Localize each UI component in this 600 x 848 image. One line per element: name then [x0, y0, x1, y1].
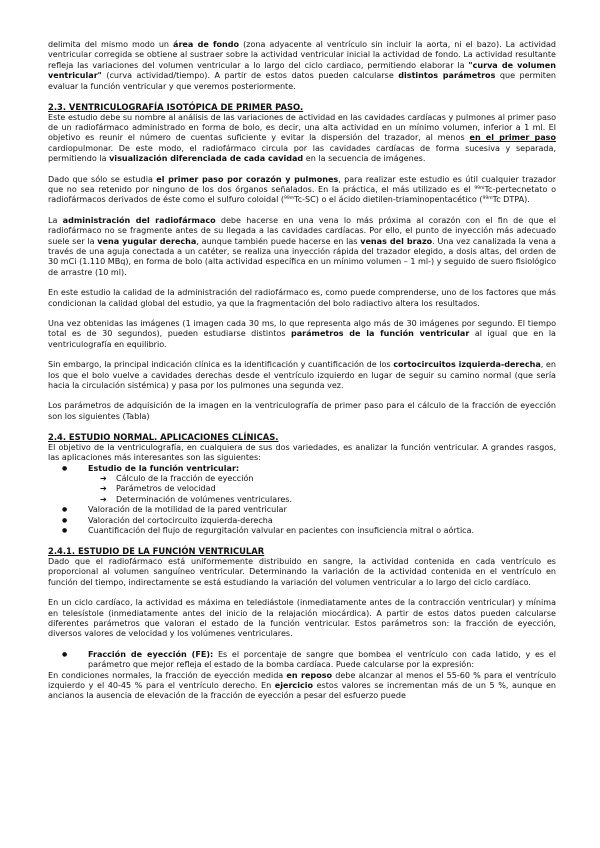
list-item: ● Valoración de la motilidad de la pared ventricular — [48, 505, 556, 515]
text: (curva actividad/tiempo). A partir de estos datos pueden calcularse — [101, 71, 399, 81]
paragraph: El objetivo de la ventriculografía, en cualquiera de sus dos variedades, es analizar la función ventricular. A grandes rasgos, las aplicaciones más interesantes son las siguientes: — [48, 442, 556, 463]
list-item: ● Valoración del cortocircuito izquierda-derecha — [48, 516, 556, 526]
bold-text: cortocircuitos izquierda-derecha — [393, 360, 541, 370]
paragraph: En un ciclo cardíaco, la actividad es máxima en telediástole (inmediatamente antes de la contracción ventricular) y mínima en telesístole (inmediatamente antes del inicio de la relajación miocárdica). A partir de estos datos pueden calcularse diferentes parámetros que valoran el estado de la función ventricular. Estos parámetros son: la fracción de eyección, diversos valores de velocidad y los volúmenes ventriculares. — [48, 598, 556, 639]
bold-text: Fracción de eyección (FE): — [88, 649, 214, 659]
bold-text: ejercicio — [274, 681, 314, 690]
text: Es el porcentaje de sangre que bombea el ventrículo con cada latido, y es el parámetro que mejor refleja el estado de la bomba cardíaca. Puede calcularse por la expresión: — [88, 649, 556, 670]
text: , aunque también puede hacerse en las — [196, 236, 361, 246]
text: . Una vez canalizada la vena a través de una aguja conectada a un catéter, se realiza una inyección rápida del trazador elegido, a dosis altas, del orden de 30 mCi (1.110 MBq), en forma de bolo (alta actividad específica en un mínimo volumen – 1 ml-) y seguido de suero fisiológico de arrastre (10 ml). — [48, 236, 556, 277]
superscript: 99m — [284, 196, 295, 202]
text: debe alcanzar al menos el 55-60 % para el ventrículo izquierdo y el 40-45 % para el ventrículo derecho. En — [48, 670, 556, 690]
bold-text: el primer paso por corazón y pulmones — [156, 174, 339, 184]
list-item-label: Determinación de volúmenes ventriculares. — [116, 494, 293, 504]
text: La — [48, 215, 63, 225]
list-item: ● Cuantificación del flujo de regurgitación valvular en pacientes con insuficiencia mitral o aórtica. — [48, 526, 556, 536]
bold-text: administración del radiofármaco — [62, 215, 216, 225]
text: Tc-pertecnetato o radiofármacos derivados de éste como el sulfuro coloidal ( — [48, 184, 556, 205]
section-heading-2-4-1: 2.4.1. ESTUDIO DE LA FUNCIÓN VENTRICULAR — [48, 546, 265, 557]
text: Una vez obtenidas las imágenes (1 imagen cada 30 ms, lo que representa algo más de 30 imágenes por segundo. El tiempo total es de 30 segundos), pueden estudiarse distintos — [48, 319, 556, 339]
sub-list-item — [48, 495, 556, 505]
bold-text: distintos parámetros — [398, 71, 496, 81]
text: al igual que en la ventriculografía en equilibrio. — [48, 329, 556, 349]
section-heading-2-4: 2.4. ESTUDIO NORMAL. APLICACIONES CLÍNICAS. — [48, 432, 279, 443]
sub-list-item — [48, 484, 556, 494]
bold-text: vena yugular derecha — [97, 236, 197, 246]
paragraph: Los parámetros de adquisición de la imagen en la ventriculografía de primer paso para el cálculo de la fracción de eyección son los siguientes (Tabla) — [48, 401, 556, 421]
document-page — [48, 40, 556, 702]
text: Este estudio debe su nombre al análisis de las variaciones de actividad en las cavidades cardíacas y pulmones al primer paso de un radiofármaco administrado en forma de bolo, es decir, una alta actividad en un mínimo volumen, inferior a 1 ml. El objetivo es reunir el número de cuentas suficiente y evitar la dispersión del trazador, al menos — [48, 112, 556, 143]
text: estos valores se incrementan más de un 5 %, aunque en ancianos la ausencia de elevación de la fracción de eyección a pesar del esfuerzo puede — [48, 681, 556, 701]
paragraph: Dado que el radiofármaco está uniformemente distribuido en sangre, la actividad contenida en cada ventrículo es proporcional al volumen sanguíneo ventricular. Determinando la variación de la actividad contenida en el ventrículo en función del tiempo, indirectamente se está estudiando la variación del volumen ventricular a lo largo del ciclo cardíaco. — [48, 556, 556, 587]
text: Sin embargo, la principal indicación clínica es la identificación y cuantificación de los — [48, 360, 394, 370]
arrow-icon: ➔ — [100, 494, 107, 504]
superscript: 99m — [474, 185, 485, 191]
bold-text: en el primer paso — [469, 133, 556, 143]
text: , en los que el bolo vuelve a cavidades derechas desde el ventrículo izquierdo en lugar de seguir su camino normal (que sería hacia la circulación sistémica) y pasa por los pulmones una segunda vez. — [48, 360, 556, 391]
bold-text: venas del brazo — [360, 236, 433, 246]
ejection-fraction-item — [48, 650, 556, 671]
arrow-icon: ➔ — [100, 474, 107, 483]
list-item-label: Cálculo de la fracción de eyección — [116, 474, 254, 483]
paragraph — [48, 175, 556, 206]
paragraph — [48, 113, 556, 165]
text: delimita del mismo modo un — [48, 40, 174, 49]
text: que permiten evaluar la función ventricular y que veremos posteriormente. — [48, 71, 557, 91]
bold-text: en reposo — [286, 670, 333, 680]
list-item-label: Parámetros de velocidad — [116, 484, 216, 494]
text: debe hacerse en una vena lo más próxima al corazón con el fin de que el radiofármaco no se fragmente antes de su llegada a las cavidades cardíacas. Por ello, el punto de inyección más adecuado suele ser la — [48, 215, 556, 246]
applications-list — [48, 464, 556, 537]
text: Dado que sólo se estudia — [48, 174, 157, 184]
arrow-icon: ➔ — [100, 484, 107, 494]
bold-text: parámetros de la función ventricular — [290, 329, 470, 339]
text: En condiciones normales, la fracción de eyección medida — [48, 670, 287, 680]
text: cardiopulmonar. De este modo, el radiofármaco circula por las cavidades cardíacas de forma sucesiva y separada, permitiendo la — [48, 143, 556, 164]
intro-paragraph — [48, 40, 556, 92]
text: en la secuencia de imágenes. — [303, 154, 426, 164]
paragraph — [48, 671, 556, 702]
paragraph — [48, 216, 556, 278]
superscript: 99m — [482, 196, 493, 202]
bold-text: visualización diferenciada de cada cavidad — [109, 154, 304, 164]
text: Tc-SC) o el ácido dietilen-triaminopentacético ( — [294, 195, 483, 205]
paragraph — [48, 360, 556, 391]
bold-text: área de fondo — [173, 40, 240, 49]
text: Tc DTPA). — [492, 195, 530, 205]
section-heading-2-3: 2.3. VENTRICULOGRAFÍA ISOTÓPICA DE PRIMER PASO. — [48, 102, 304, 113]
list-item — [48, 464, 556, 474]
sub-list-item — [48, 474, 556, 484]
bold-text: "curva de volumen ventricular" — [48, 60, 556, 81]
text: (zona adyacente al ventrículo sin incluir la aorta, ni el bazo). La actividad ventricular corregida se obtiene al sustraer sobre la actividad ventricular inicial la actividad de fondo. La actividad resultante refleja las variaciones del volumen ventricular a lo largo del ciclo cardiaco, permitiendo elaborar la — [48, 40, 556, 70]
paragraph: En este estudio la calidad de la administración del radiofármaco es, como puede comprenderse, uno de los factores que más condicionan la calidad global del estudio, ya que la fragmentación del bolo radiactivo altera los resultados. — [48, 288, 556, 308]
paragraph — [48, 319, 556, 350]
list-item-label: Estudio de la función ventricular: — [88, 463, 240, 473]
text: , para realizar este estudio es útil cualquier trazador que no sea retenido por ninguno de los dos órganos señalados. En la práctica, el más utilizado es el — [48, 174, 556, 194]
